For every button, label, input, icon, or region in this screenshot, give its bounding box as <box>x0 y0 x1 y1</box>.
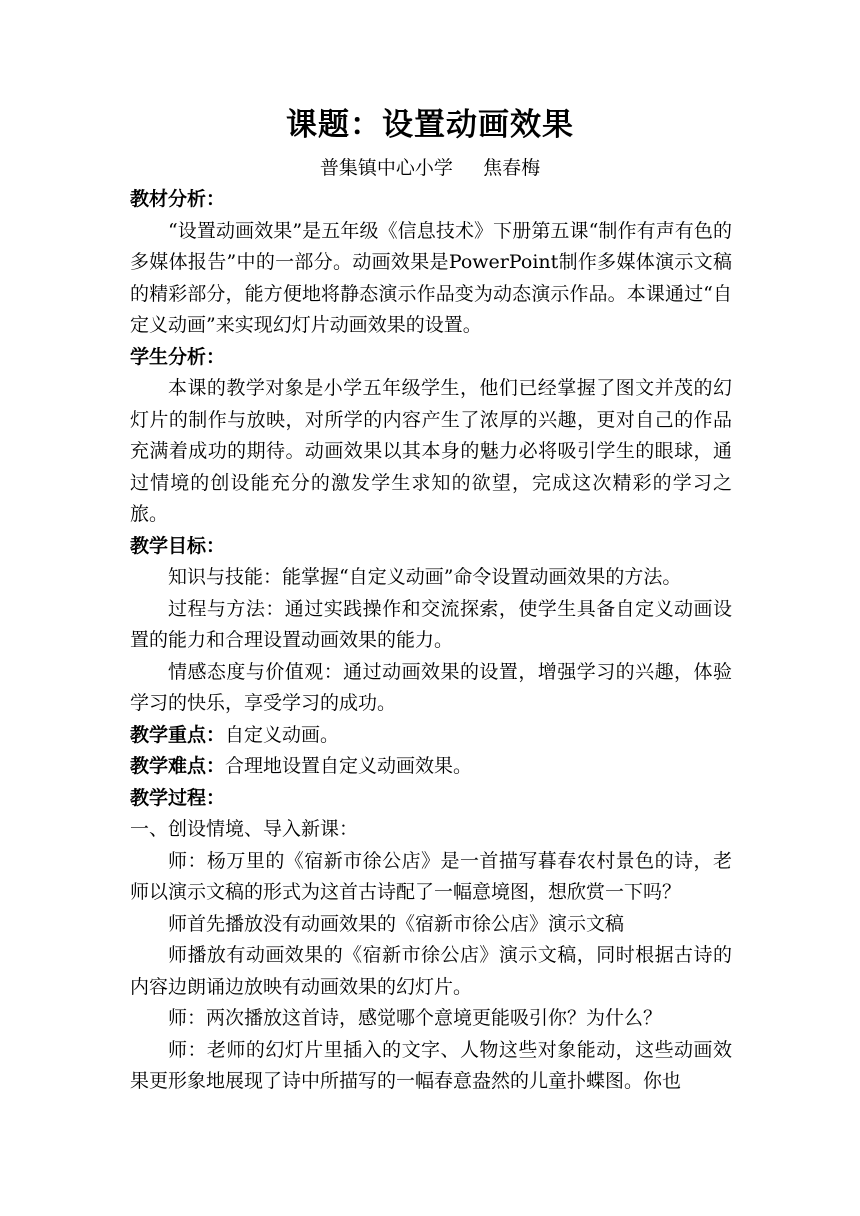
process-paragraph: 师：两次播放这首诗，感觉哪个意境更能吸引你？为什么？ <box>168 1007 663 1029</box>
heading-teaching-process: 教学过程： <box>130 786 226 809</box>
page-title: 课题：设置动画效果 <box>286 107 574 143</box>
goal-emotion-values: 情感态度与价值观：通过动画效果的设置，增强学习的兴趣，体验学习的快乐，享受学习的成功。 <box>130 660 732 714</box>
key-point-text: 自定义动画。 <box>225 723 340 746</box>
material-analysis-paragraph: “设置动画效果”是五年级《信息技术》下册第五课“制作有声有色的多媒体报告”中的一部分。动画效果是PowerPoint制作多媒体演示文稿的精彩部分，能方便地将静态演示作品变为动态演示作品。本课通过“自定义动画”来实现幻灯片动画效果的设置。 <box>130 219 732 336</box>
key-point-line <box>130 720 732 752</box>
process-paragraph: 师：杨万里的《宿新市徐公店》是一首描写暮春农村景色的诗，老师以演示文稿的形式为这首古诗配了一幅意境图，想欣赏一下吗？ <box>130 849 732 903</box>
process-step-1: 一、创设情境、导入新课： <box>130 818 359 840</box>
student-analysis-paragraph: 本课的教学对象是小学五年级学生，他们已经掌握了图文并茂的幻灯片的制作与放映，对所学的内容产生了浓厚的兴趣，更对自己的作品充满着成功的期待。动画效果以其本身的魅力必将吸引学生的眼球，通过情境的创设能充分的激发学生求知的欲望，完成这次精彩的学习之旅。 <box>130 377 732 525</box>
goal-process-methods: 过程与方法：通过实践操作和交流探索，使学生具备自定义动画设置的能力和合理设置动画效果的能力。 <box>130 597 732 651</box>
author-line: 普集镇中心小学 焦春梅 <box>319 157 541 179</box>
heading-difficulty: 教学难点： <box>130 755 226 777</box>
difficulty-line <box>130 751 732 783</box>
difficulty-text: 合理地设置自定义动画效果。 <box>225 755 473 777</box>
heading-key-point: 教学重点： <box>130 723 226 746</box>
document-body <box>130 184 732 1098</box>
process-paragraph: 师：老师的幻灯片里插入的文字、人物这些对象能动，这些动画效果更形象地展现了诗中所描写的一幅春意盎然的儿童扑蝶图。你也 <box>130 1038 732 1092</box>
process-paragraph: 师首先播放没有动画效果的《宿新市徐公店》演示文稿 <box>168 912 625 935</box>
heading-material-analysis: 教材分析： <box>130 188 226 210</box>
goal-knowledge-skills: 知识与技能：能掌握“自定义动画”命令设置动画效果的方法。 <box>168 566 682 588</box>
heading-teaching-goals: 教学目标： <box>130 534 226 557</box>
process-paragraph: 师播放有动画效果的《宿新市徐公店》演示文稿，同时根据古诗的内容边朗诵边放映有动画效果的幻灯片。 <box>130 944 732 998</box>
heading-student-analysis: 学生分析： <box>130 345 226 368</box>
